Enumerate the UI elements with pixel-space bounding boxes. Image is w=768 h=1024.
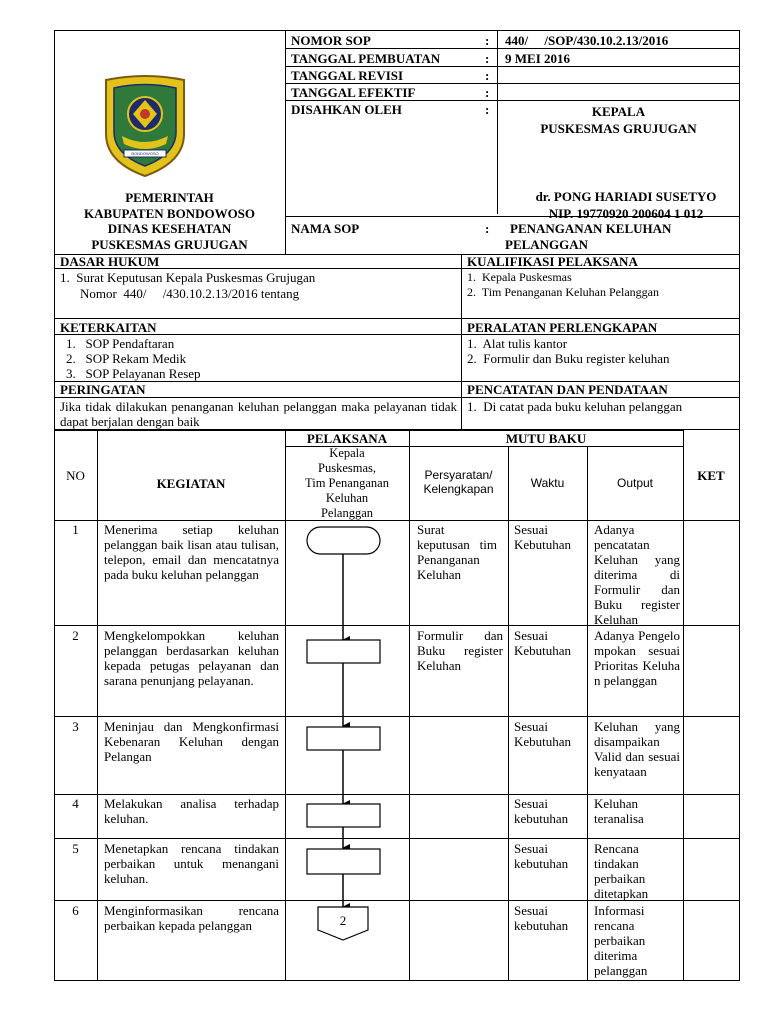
flow-process-box [307,727,380,750]
keterkaitan-item: 1. SOP Pendaftaran [66,336,175,351]
row-output: Adanya Pengelompokan sesuai Prioritas Keluhan pelanggan [594,628,680,688]
row-no: 4 [72,796,79,811]
sop-name-value-2: PELANGGAN [505,237,589,252]
approver-unit: PUSKESMAS GRUJUGAN [540,121,697,136]
org-line-3: DINAS KESEHATAN [107,221,232,236]
row-no: 2 [72,628,79,643]
row-kegiatan: Melakukan analisa terhadap keluhan. [104,796,279,826]
col-header-mutu-baku: MUTU BAKU [505,431,587,446]
row-no: 1 [72,522,79,537]
kualifikasi-item: 1. Kepala Puskesmas [467,270,572,284]
row-no: 6 [72,903,79,918]
row-waktu: Sesuai Kebutuhan [514,522,572,552]
pelaksana-sub-line: Kepala [329,446,365,460]
col-header-ket: KET [697,468,725,483]
row-kegiatan: Menginformasikan rencana perbaikan kepada pelanggan [104,903,279,933]
pencatatan-title: PENCATATAN DAN PENDATAAN [467,382,668,397]
sop-name-label: NAMA SOP [291,221,360,236]
header-label-tanggal-pembuatan: TANGGAL PEMBUATAN [291,51,441,66]
row-waktu: Sesuai Kebutuhan [514,719,572,749]
pelaksana-sub-line: Puskesmas, [318,461,376,475]
header-label-disahkan: DISAHKAN OLEH [291,102,402,117]
header-colon: : [485,51,490,66]
header-label-nomor: NOMOR SOP [291,33,371,48]
row-persyaratan: Surat keputusan tim Penanganan Keluhan [417,522,497,582]
row-waktu: Sesuai kebutuhan [514,796,569,826]
flow-process-box [307,640,380,663]
flowchart [285,520,409,980]
approver-name: dr. PONG HARIADI SUSETYO [535,189,717,204]
dasar-hukum-title: DASAR HUKUM [60,254,160,269]
pelaksana-sub-line: Pelanggan [320,506,374,520]
row-output: Informasi rencana perbaikan diterima pelanggan [594,903,648,978]
header-label-tanggal-efektif: TANGGAL EFEKTIF [291,85,416,100]
row-output: Keluhan teranalisa [594,796,644,826]
row-persyaratan: Formulir dan Buku register Keluhan [417,628,503,673]
dasar-hukum-item: 1. Surat Keputusan Kepala Puskesmas Grujugan [60,270,316,285]
col-header-kegiatan: KEGIATAN [156,476,226,491]
col-header-pelaksana: PELAKSANA [306,431,388,446]
col-header-persyaratan [409,468,508,496]
row-no: 5 [72,841,79,856]
approver-nip: NIP. 19770920 200604 1 012 [548,206,704,221]
kualifikasi-title: KUALIFIKASI PELAKSANA [467,254,638,269]
header-value-nomor: 440/ /SOP/430.10.2.13/2016 [505,33,669,48]
row-output: Adanya pencatatan Keluhan yang diterima di Formulir dan Buku register Keluhan [594,522,680,627]
col-header-pelaksana-sub [285,446,409,521]
flow-start-terminator [307,527,380,554]
keterkaitan-title: KETERKAITAN [60,320,157,335]
flow-process-box [307,849,380,874]
row-waktu: Sesuai kebutuhan [514,841,569,871]
approver-title: KEPALA [591,104,646,119]
peralatan-title: PERALATAN PERLENGKAPAN [467,320,658,335]
kualifikasi-item: 2. Tim Penanganan Keluhan Pelanggan [467,285,659,299]
org-line-2: KABUPATEN BONDOWOSO [83,206,256,221]
col-header-no: NO [66,468,85,483]
offpage-connector-label: 2 [339,913,347,928]
row-kegiatan: Meninjau dan Mengkonfirmasi Kebenaran Keluhan dengan Pelangan [104,719,279,764]
sop-name-colon: : [485,221,490,236]
pelaksana-sub-line: Tim Penanganan [305,476,389,490]
header-label-tanggal-revisi: TANGGAL REVISI [291,68,404,83]
persyaratan-header-line: Persyaratan/ [424,468,493,482]
row-waktu: Sesuai kebutuhan [514,903,569,933]
sop-name-value: PENANGANAN KELUHAN [510,221,672,236]
org-line-1: PEMERINTAH [125,190,214,205]
bondowoso-logo [100,74,190,178]
peralatan-item: 2. Formulir dan Buku register keluhan [467,351,670,366]
pelaksana-sub-line: Keluhan [325,491,369,505]
col-header-waktu: Waktu [530,476,565,490]
peringatan-text: Jika tidak dilakukan penanganan keluhan pelanggan maka pelayanan tidak dapat berjalan dengan baik [60,399,457,429]
row-kegiatan: Menerima setiap keluhan pelanggan baik lisan atau tulisan, telepon, email dan mencatatnya pada buku keluhan pelanggan [104,522,279,582]
keterkaitan-item: 3. SOP Pelayanan Resep [66,366,201,381]
pencatatan-item: 1. Di catat pada buku keluhan pelanggan [467,399,683,414]
row-waktu: Sesuai Kebutuhan [514,628,572,658]
col-header-output: Output [616,476,654,490]
header-colon: : [485,33,490,48]
row-output: Keluhan yang disampaikan Valid dan sesuai kenyataan [594,719,680,779]
org-line-4: PUSKESMAS GRUJUGAN [91,237,248,252]
logo-ribbon-text: BONDOWOSO [131,151,159,156]
persyaratan-header-line: Kelengkapan [423,482,494,496]
row-output: Rencana tindakan perbaikan ditetapkan [594,841,649,901]
dasar-hukum-item-cont: Nomor 440/ /430.10.2.13/2016 tentang [80,286,300,301]
row-kegiatan: Mengkelompokkan keluhan pelanggan berdasarkan keluhan kepada petugas pelayanan dan sarana penunjang pelayanan. [104,628,279,688]
peralatan-item: 1. Alat tulis kantor [467,336,568,351]
peringatan-title: PERINGATAN [60,382,146,397]
keterkaitan-item: 2. SOP Rekam Medik [66,351,187,366]
header-colon: : [485,102,490,117]
header-value-tanggal-pembuatan: 9 MEI 2016 [505,51,570,66]
row-no: 3 [72,719,79,734]
flow-process-box [307,804,380,827]
header-colon: : [485,85,490,100]
row-kegiatan: Menetapkan rencana tindakan perbaikan untuk menangani keluhan. [104,841,279,886]
header-colon: : [485,68,490,83]
